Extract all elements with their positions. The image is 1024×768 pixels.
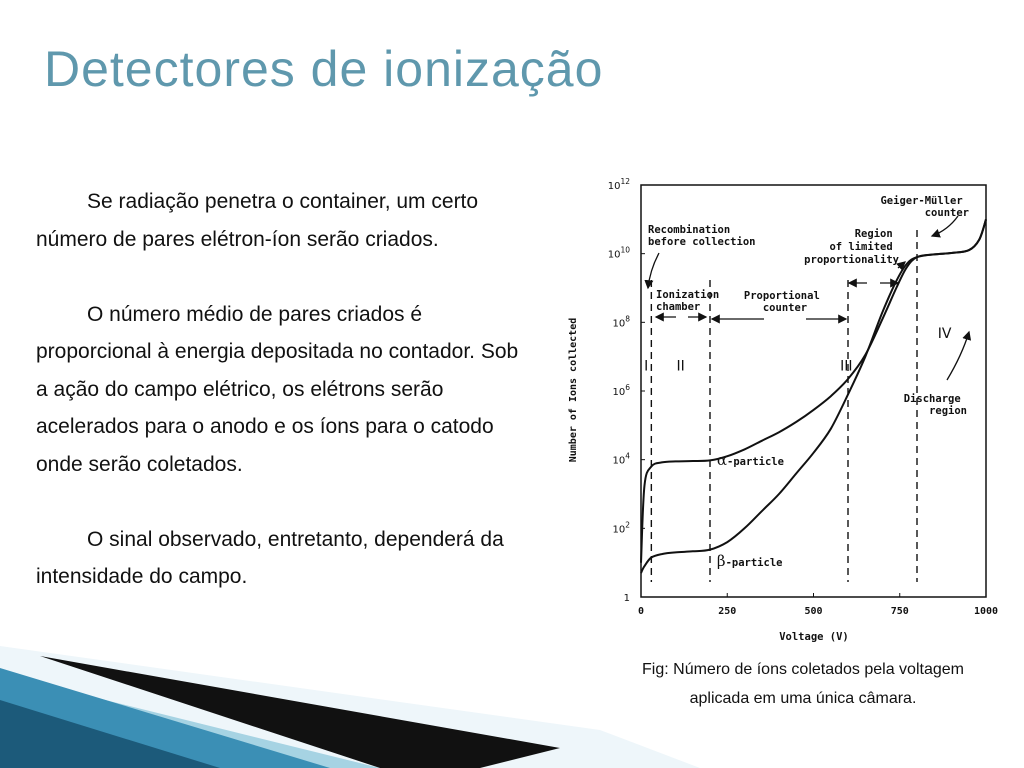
recombination-line-2: before collection: [648, 236, 756, 248]
region-numeral-1: I: [644, 358, 649, 375]
discharge-line-2: region: [929, 405, 967, 417]
y-axis-label: Number of Ions collected: [568, 317, 579, 463]
x-tick-label: 250: [718, 606, 737, 617]
annotation-recombination: [648, 224, 755, 248]
page-title: Detectores de ionização: [44, 41, 604, 97]
x-axis-label: Voltage (V): [779, 631, 849, 643]
region-numeral-3: III: [840, 358, 853, 375]
x-tick-label: 750: [890, 606, 909, 617]
beta-particle-label: [717, 552, 783, 570]
y-tick-exponent: 6: [625, 383, 630, 392]
proportional-line-1: Proportional: [743, 290, 820, 302]
y-tick-base: 10: [607, 181, 621, 192]
recombination-arrow: [648, 253, 659, 288]
limited-line-3: proportionality: [804, 254, 899, 266]
proportional-line-2: counter: [762, 302, 808, 314]
x-tick-label: 0: [637, 606, 645, 617]
y-tick-label: [624, 593, 630, 604]
y-tick-exponent: 12: [620, 177, 630, 186]
y-tick-exponent: 8: [625, 314, 630, 324]
alpha-greek-symbol: α: [716, 450, 728, 469]
alpha-particle-curve: [641, 219, 986, 562]
y-tick-exponent: 4: [625, 451, 630, 461]
y-tick-label: [608, 246, 631, 261]
paragraph-3: O sinal observado, entretanto, dependerá da intensidade do campo.: [36, 527, 504, 588]
ion-chart: [564, 170, 1004, 650]
discharge-line-1: Discharge: [903, 393, 961, 405]
figure-caption: [596, 655, 1010, 713]
annotation-geiger-muller: [880, 195, 969, 219]
annotation-ionization-chamber: [656, 289, 726, 313]
paragraph-1: Se radiação penetra o container, um certo número de pares elétron-íon serão criados.: [36, 190, 479, 251]
body-text: [36, 183, 534, 596]
y-tick-base: 1: [623, 593, 630, 604]
alpha-label-suffix: -particle: [727, 455, 784, 468]
annotation-proportional-counter: [744, 290, 826, 314]
y-tick-exponent: 10: [620, 245, 630, 255]
y-tick-base: 10: [612, 455, 626, 467]
y-tick-label: [612, 314, 630, 329]
alpha-particle-label: [717, 451, 784, 469]
y-tick-label: [608, 177, 631, 192]
y-tick-base: 10: [612, 524, 626, 536]
ionization-line-2: chamber: [656, 301, 701, 313]
geiger-line-2: counter: [924, 207, 969, 219]
annotation-limited-proportionality: [804, 228, 900, 266]
y-tick-base: 10: [612, 387, 626, 398]
y-tick-label: [612, 452, 630, 467]
geiger-arrow: [932, 216, 958, 236]
region-numeral-4: IV: [937, 325, 952, 342]
y-tick-base: 10: [607, 249, 621, 261]
recombination-line-1: Recombination: [648, 224, 731, 236]
caption-line-2: aplicada em uma única câmara.: [689, 690, 917, 707]
caption-line-1: Fig: Número de íons coletados pela voltagem: [642, 661, 964, 678]
region-numeral-2: II: [676, 358, 685, 375]
ionization-line-1: Ionization: [656, 289, 720, 301]
beta-greek-symbol: β: [716, 552, 726, 571]
y-tick-base: 10: [612, 318, 626, 330]
annotation-discharge: [904, 393, 967, 417]
limited-line-2: of limited: [829, 241, 893, 253]
beta-label-suffix: -particle: [725, 557, 783, 570]
chart-svg: [564, 170, 1004, 650]
y-tick-exponent: 2: [625, 520, 630, 530]
limited-line-1: Region: [854, 228, 893, 240]
y-tick-label: [612, 520, 630, 535]
y-tick-label: [612, 383, 630, 398]
x-tick-label: 1000: [973, 606, 999, 617]
x-tick-label: 500: [804, 606, 823, 617]
geiger-line-1: Geiger-Müller: [880, 195, 963, 207]
paragraph-2: O número médio de pares criados é proporcional à energia depositada no contador. Sob a ação do campo elétrico, os elétrons serão acelerados para o anodo e os íons para o catodo onde serão coletados.: [36, 302, 519, 476]
